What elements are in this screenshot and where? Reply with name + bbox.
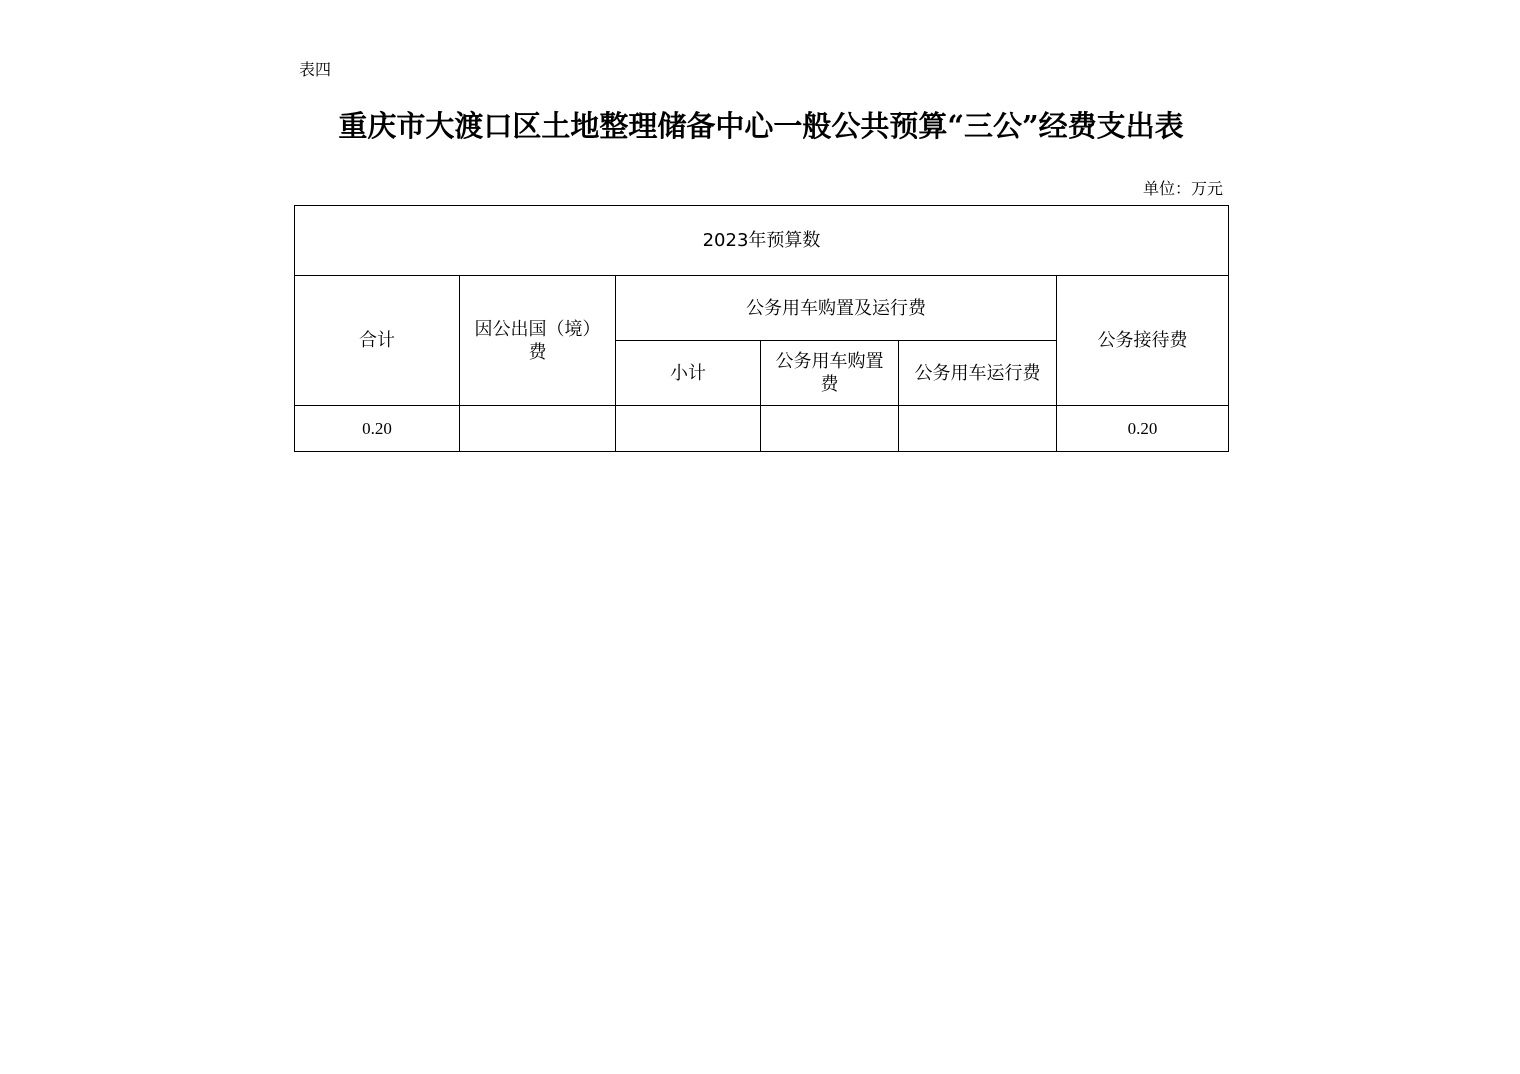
header-reception: 公务接待费 [1057, 276, 1229, 406]
cell-vehicle-operation [899, 406, 1057, 452]
year-header-row [295, 206, 1229, 276]
year-header-cell: 2023年预算数 [295, 206, 1229, 276]
header-vehicle-subtotal: 小计 [616, 341, 761, 406]
three-public-expenses-table [294, 205, 1229, 452]
cell-vehicle-subtotal [616, 406, 761, 452]
header-total: 合计 [295, 276, 460, 406]
header-vehicle-group: 公务用车购置及运行费 [616, 276, 1057, 341]
unit-label: 单位：万元 [1142, 179, 1223, 198]
table-number-label: 表四 [299, 62, 332, 79]
header-vehicle-purchase: 公务用车购置费 [761, 341, 899, 406]
header-vehicle-operation: 公务用车运行费 [899, 341, 1057, 406]
header-row-1 [295, 276, 1229, 341]
document-title: 重庆市大渡口区土地整理储备中心一般公共预算“三公”经费支出表 [338, 109, 1184, 143]
cell-vehicle-purchase [761, 406, 899, 452]
cell-abroad [460, 406, 616, 452]
header-abroad: 因公出国（境）费 [460, 276, 616, 406]
table-row [295, 406, 1229, 452]
cell-total: 0.20 [295, 406, 460, 452]
cell-reception: 0.20 [1057, 406, 1229, 452]
